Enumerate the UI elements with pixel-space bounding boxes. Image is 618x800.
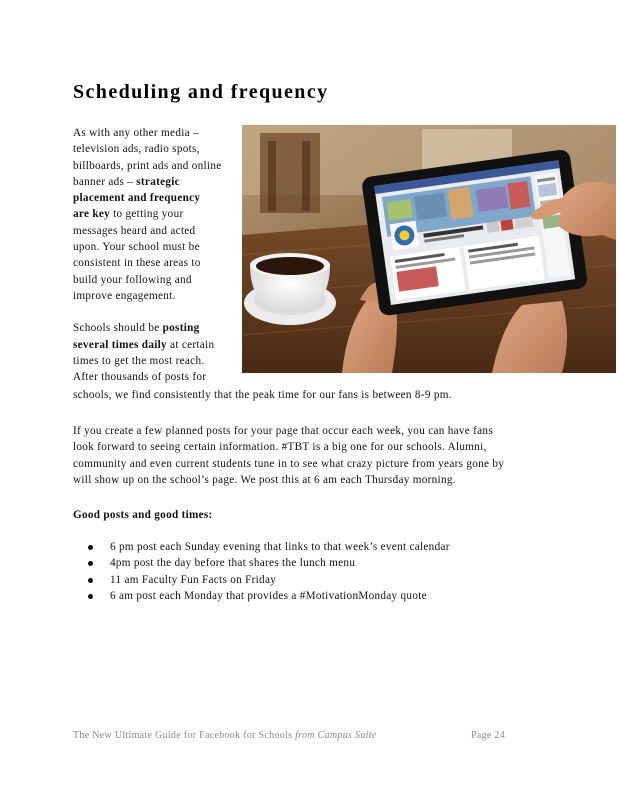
posting-paragraph xyxy=(73,320,233,385)
page-number: Page 24 xyxy=(471,730,506,741)
list-item xyxy=(88,588,450,604)
posting-emphasis: posting xyxy=(162,322,200,335)
posting-continuation: schools, we find consistently that the peak time for our fans is between 8-9 pm. xyxy=(73,389,452,401)
intro-emphasis: strategic xyxy=(136,175,180,188)
bullet-icon xyxy=(88,545,93,550)
intro-line: to getting your xyxy=(110,208,184,221)
list-item-text: 6 pm post each Sunday evening that links to that week’s event calendar xyxy=(110,541,450,553)
page-title: Scheduling and frequency xyxy=(73,81,329,103)
good-posts-list xyxy=(88,539,450,604)
good-posts-heading: Good posts and good times: xyxy=(73,509,213,521)
posting-line: at certain xyxy=(166,338,215,351)
intro-line: build your following and xyxy=(73,273,192,286)
intro-emphasis: placement and frequency xyxy=(73,192,201,205)
footer-guide-text: The New Ultimate Guide for Facebook for Schools xyxy=(73,730,296,741)
intro-line: television ads, radio spots, xyxy=(73,143,200,156)
posting-line: times to get the most reach. xyxy=(73,354,205,367)
bullet-icon xyxy=(88,594,93,599)
intro-paragraph xyxy=(73,125,233,304)
intro-line: billboards, print ads and online xyxy=(73,159,222,172)
intro-line: consistent in these areas to xyxy=(73,257,201,270)
posting-emphasis: several times daily xyxy=(73,338,167,351)
list-item-text: 4pm post the day before that shares the lunch menu xyxy=(110,557,356,570)
intro-emphasis: are key xyxy=(73,208,111,221)
intro-line: As with any other media – xyxy=(73,127,199,139)
list-item-text: 11 am Faculty Fun Facts on Friday xyxy=(110,573,277,586)
planned-posts-paragraph xyxy=(73,423,553,488)
planned-line: If you create a few planned posts for your page that occur each week, you can have fans xyxy=(73,425,493,437)
bullet-icon xyxy=(88,578,93,583)
tablet-photo xyxy=(242,125,616,373)
planned-line: look forward to seeing certain information. #TBT is a big one for our schools. Alumni, xyxy=(73,441,487,454)
intro-line: messages heard and acted xyxy=(73,224,196,237)
planned-line: will show up on the school’s page. We post this at 6 am each Thursday morning. xyxy=(73,473,456,486)
list-item-text: 6 am post each Monday that provides a #MotivationMonday quote xyxy=(110,589,427,602)
footer-publisher: from Campus Suite xyxy=(295,730,377,741)
intro-line: improve engagement. xyxy=(73,289,176,302)
list-item xyxy=(88,572,450,588)
list-item xyxy=(88,539,450,555)
list-item xyxy=(88,555,450,571)
footer-guide-title xyxy=(73,730,377,741)
posting-line: After thousands of posts for xyxy=(73,371,207,384)
planned-line: community and even current students tune in to see what crazy picture from years gone by xyxy=(73,457,505,470)
intro-line: upon. Your school must be xyxy=(73,241,200,254)
intro-column xyxy=(73,125,233,385)
bullet-icon xyxy=(88,561,93,566)
intro-line: banner ads – xyxy=(73,175,137,188)
posting-line: Schools should be xyxy=(73,322,163,335)
